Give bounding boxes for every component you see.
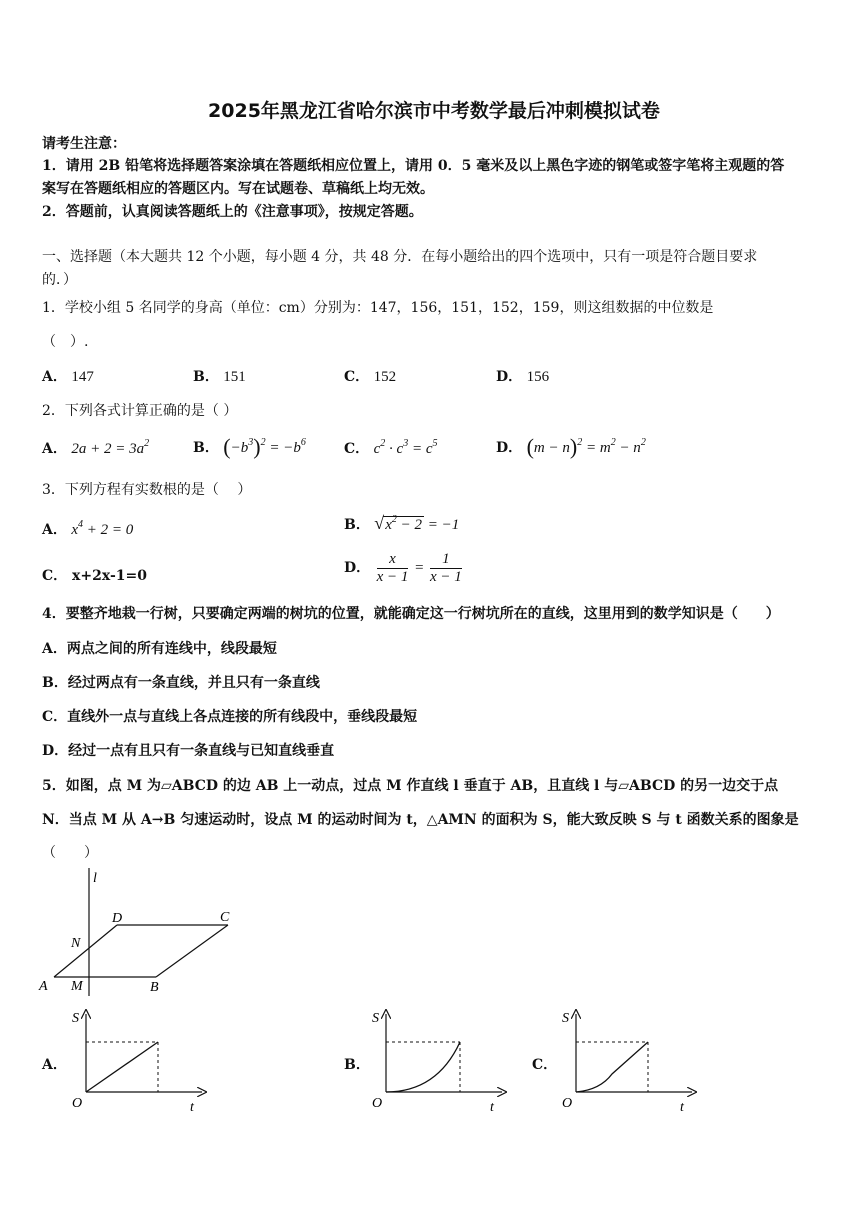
formula-c: $c^2 \cdot c^3 = c^5$ <box>373 438 438 457</box>
formula-d: $\frac{x}{x - 1}$ = $\frac{1}{x - 1}$ <box>376 551 462 585</box>
option-label: D． <box>496 369 523 385</box>
label-m: M <box>71 979 83 994</box>
label-c: C <box>220 910 230 925</box>
q1-stem: 1．学校小组 5 名同学的身高（单位：cm）分别为：147，156，151，152，159，则这组数据的中位数是 <box>42 300 714 316</box>
axis-t: t <box>680 1100 684 1115</box>
q4-option-b[interactable] <box>42 672 320 692</box>
q5-paren: （ ） <box>42 845 98 861</box>
option-label: D． <box>42 743 69 759</box>
q1-option-d[interactable] <box>496 366 549 386</box>
origin-o: O <box>372 1096 383 1111</box>
axis-t: t <box>490 1100 494 1115</box>
q3-option-a[interactable] <box>42 519 133 539</box>
label-d: D <box>112 911 123 926</box>
option-text: x+2x-1=0 <box>72 568 147 584</box>
option-label: C． <box>344 441 370 457</box>
notice-heading: 请考生注意： <box>42 136 126 152</box>
page-title: 2025年黑龙江省哈尔滨市中考数学最后冲刺模拟试卷 <box>208 100 660 122</box>
formula-b: $√x^2 - 2 = -1$ <box>374 513 460 533</box>
label-a: A <box>39 979 48 994</box>
option-text: 147 <box>71 369 94 385</box>
label-l: l <box>93 871 97 886</box>
q4-option-d[interactable] <box>42 740 334 760</box>
option-label: A． <box>42 441 67 457</box>
formula-a: $x^4 + 2 = 0$ <box>71 519 134 538</box>
q5-graph-c <box>552 1008 702 1116</box>
q2-option-b[interactable] <box>193 434 306 460</box>
q3-option-d[interactable] <box>344 551 464 586</box>
option-label: A． <box>42 641 67 657</box>
axis-s: S <box>72 1011 79 1026</box>
origin-o: O <box>72 1096 83 1111</box>
q1-option-b[interactable] <box>193 366 246 386</box>
axis-t: t <box>190 1100 194 1115</box>
option-label: B． <box>193 440 219 456</box>
q4-option-a[interactable] <box>42 638 277 658</box>
notice-line-1a: 1．请用 2B 铅笔将选择题答案涂填在答题纸相应位置上，请用 0．5 毫米及以上黑色字迹的钢笔或签字笔将主观题的答 <box>42 158 785 174</box>
q3-stem: 3．下列方程有实数根的是（ ） <box>42 482 252 498</box>
origin-o: O <box>562 1096 573 1111</box>
label-n: N <box>71 936 81 951</box>
option-label: B． <box>193 369 219 385</box>
q5-option-a-label[interactable]: A． <box>42 1057 67 1073</box>
option-label: D． <box>344 559 371 576</box>
option-label: A． <box>42 369 67 385</box>
option-text: 直线外一点与直线上各点连接的所有线段中，垂线段最短 <box>67 709 418 725</box>
option-text: 152 <box>373 369 397 385</box>
axis-s: S <box>372 1011 379 1026</box>
notice-line-1b: 案写在答题纸相应的答题区内。写在试题卷、草稿纸上均无效。 <box>42 181 434 197</box>
option-label: C． <box>42 568 68 584</box>
q3-option-c[interactable] <box>42 565 147 585</box>
parallelogram-figure <box>36 866 246 996</box>
option-text: 经过两点有一条直线，并且只有一条直线 <box>67 675 320 691</box>
q2-option-c[interactable] <box>344 438 437 458</box>
section-header-line-2: 的．） <box>42 272 77 288</box>
option-text: 经过一点有且只有一条直线与已知直线垂直 <box>68 743 335 759</box>
formula-b: $(-b^3)^2 = -b^6$ <box>223 434 306 459</box>
option-text: 156 <box>526 369 550 385</box>
q4-stem: 4．要整齐地栽一行树，只要确定两端的树坑的位置，就能确定这一行树坑所在的直线，这里用到的数学知识是（ ） <box>42 606 780 622</box>
q5-stem-line-2: N．当点 M 从 A→B 匀速运动时，设点 M 的运动时间为 t，△AMN 的面积为 S，能大致反映 S 与 t 函数关系的图象是 <box>42 812 799 828</box>
notice-line-2: 2．答题前，认真阅读答题纸上的《注意事项》，按规定答题。 <box>42 204 423 220</box>
label-b: B <box>150 980 159 995</box>
q5-graph-a <box>62 1008 212 1116</box>
q2-option-d[interactable] <box>496 434 646 460</box>
q5-graph-b <box>362 1008 512 1116</box>
option-label: B． <box>344 517 370 533</box>
q5-option-c-label[interactable]: C． <box>532 1057 558 1073</box>
formula-a: $2a + 2 = 3a^2$ <box>71 438 150 457</box>
option-label: D． <box>496 440 523 456</box>
q2-option-a[interactable] <box>42 438 149 458</box>
option-label: C． <box>42 709 68 725</box>
section-header-line-1: 一、选择题（本大题共 12 个小题，每小题 4 分，共 48 分．在每小题给出的四个选项中，只有一项是符合题目要求 <box>42 249 758 265</box>
option-text: 151 <box>223 369 246 385</box>
q1-option-c[interactable] <box>344 366 396 386</box>
option-label: A． <box>42 522 67 538</box>
formula-d: $(m - n)^2 = m^2 - n^2$ <box>526 434 646 459</box>
q1-paren: （ ）. <box>42 334 89 350</box>
option-text: 两点之间的所有连线中，线段最短 <box>66 641 277 657</box>
q3-option-b[interactable] <box>344 513 459 534</box>
q2-stem: 2．下列各式计算正确的是（ ） <box>42 403 238 419</box>
option-label: C． <box>344 369 370 385</box>
q5-stem-line-1: 5．如图，点 M 为▱ABCD 的边 AB 上一动点，过点 M 作直线 l 垂直于 AB，且直线 l 与▱ABCD 的另一边交于点 <box>42 778 779 794</box>
q1-option-a[interactable] <box>42 366 94 386</box>
option-label: B． <box>42 675 68 691</box>
axis-s: S <box>562 1011 569 1026</box>
q4-option-c[interactable] <box>42 706 417 726</box>
q5-option-b-label[interactable]: B． <box>344 1057 370 1073</box>
